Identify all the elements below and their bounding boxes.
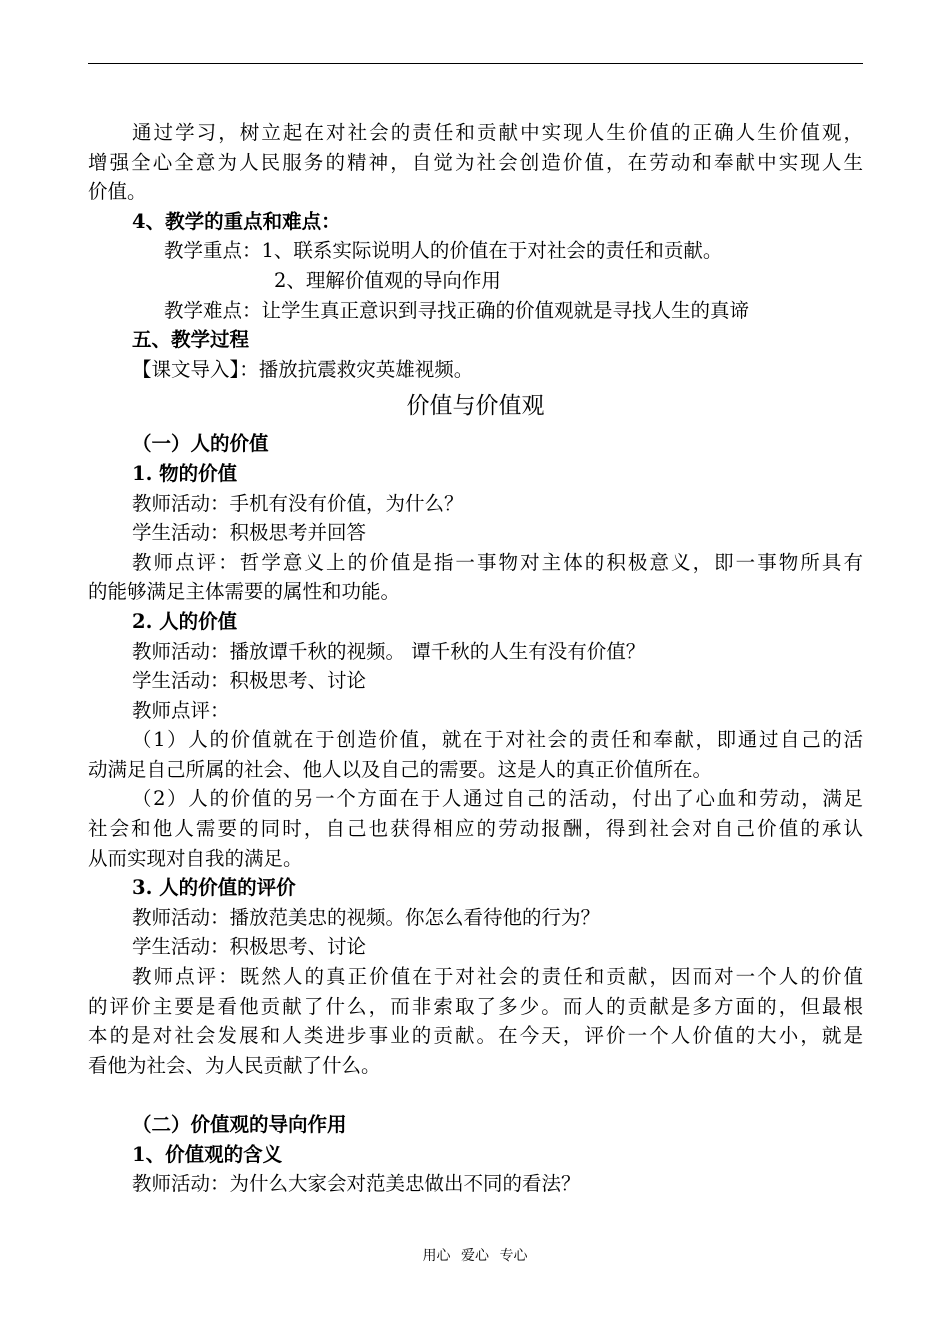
- paragraph-line: 学生活动：积极思考、讨论: [132, 669, 367, 693]
- paragraph-line: 看他为社会、为人民贡献了什么。: [88, 1053, 381, 1077]
- paragraph-line: 价值。: [88, 180, 147, 204]
- paragraph-line: 教师点评：哲学意义上的价值是指一事物对主体的积极意义，即一事物所具有: [132, 550, 863, 574]
- paragraph-line: 增强全心全意为人民服务的精神，自觉为社会创造价值，在劳动和奉献中实现人生: [88, 150, 863, 174]
- paragraph-line: 本的是对社会发展和人类进步事业的贡献。在今天，评价一个人价值的大小，就是: [88, 1024, 863, 1048]
- subsection-heading: 1. 物的价值: [132, 461, 238, 485]
- paragraph-line: 通过学习，树立起在对社会的责任和贡献中实现人生价值的正确人生价值观，: [132, 121, 863, 144]
- document-body: [88, 118, 863, 1199]
- paragraph-line: （1）人的价值就在于创造价值，就在于对社会的责任和奉献，即通过自己的活: [132, 728, 863, 752]
- paragraph-line: 【课文导入】：播放抗震救灾英雄视频。: [132, 357, 474, 381]
- subsection-heading: 1、价值观的含义: [132, 1142, 283, 1166]
- paragraph-line: 的评价主要是看他贡献了什么，而非索取了多少。而人的贡献是多方面的，但最根: [88, 994, 863, 1018]
- paragraph-line: 学生活动：积极思考、讨论: [132, 935, 367, 959]
- paragraph-line: 2、理解价值观的导向作用: [274, 268, 501, 292]
- paragraph-line: （2）人的价值的另一个方面在于人通过自己的活动，付出了心血和劳动，满足: [132, 787, 863, 811]
- paragraph-line: 教师活动：播放谭千秋的视频。 谭千秋的人生有没有价值？: [132, 639, 646, 663]
- paragraph-line: 动满足自己所属的社会、他人以及自己的需要。这是人的真正价值所在。: [88, 757, 713, 781]
- page-title: 价值与价值观: [406, 393, 545, 420]
- paragraph-line: 教师活动：播放范美忠的视频。你怎么看待他的行为？: [132, 905, 601, 929]
- header-rule: [88, 63, 863, 64]
- paragraph-line: 教师活动：为什么大家会对范美忠做出不同的看法？: [132, 1172, 581, 1196]
- page-footer: 用心 爱心 专心: [422, 1248, 528, 1264]
- section-heading: 五、教学过程: [132, 328, 250, 352]
- paragraph-line: 学生活动：积极思考并回答: [132, 521, 367, 545]
- section-heading: （一）人的价值: [132, 432, 269, 456]
- paragraph-line: 的能够满足主体需要的属性和功能。: [88, 580, 401, 604]
- section-heading: 4、教学的重点和难点：: [132, 209, 341, 233]
- paragraph-line: 教学重点：1、联系实际说明人的价值在于对社会的责任和贡献。: [164, 239, 723, 263]
- paragraph-line: 从而实现对自我的满足。: [88, 846, 303, 870]
- paragraph-line: 教学难点：让学生真正意识到寻找正确的价值观就是寻找人生的真谛: [164, 298, 750, 322]
- section-heading: （二）价值观的导向作用: [132, 1113, 347, 1136]
- subsection-heading: 3. 人的价值的评价: [132, 876, 296, 900]
- subsection-heading: 2. 人的价值: [132, 609, 238, 633]
- paragraph-line: 教师点评：既然人的真正价值在于对社会的责任和贡献，因而对一个人的价值: [132, 965, 863, 989]
- paragraph-line: 教师点评：: [132, 698, 230, 722]
- paragraph-line: 社会和他人需要的同时，自己也获得相应的劳动报酬，得到社会对自己价值的承认: [88, 817, 863, 841]
- paragraph-line: 教师活动：手机有没有价值，为什么？: [132, 491, 464, 515]
- blank-line: [88, 1080, 863, 1110]
